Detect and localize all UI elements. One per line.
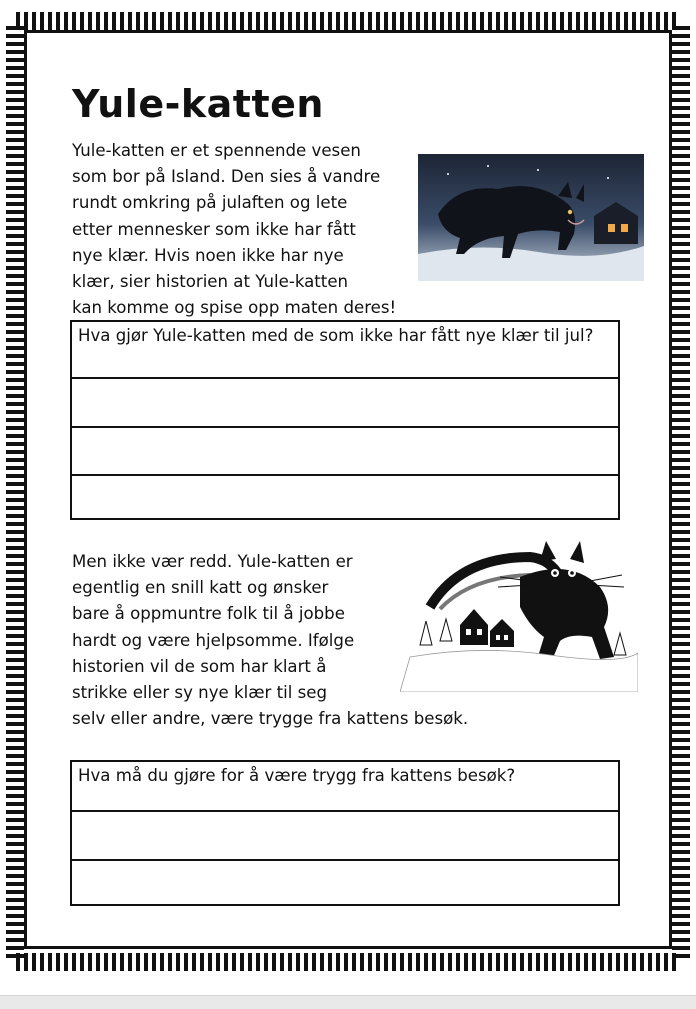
border-right-ticks: [672, 26, 690, 961]
intro-paragraph: Yule-katten er et spennende vesen som bor på Island. Den sies å vandre rundt omkring på julaften og lete etter mennesker som ikke har fått nye klær. Hvis noen ikke har nye klær, sier historien at Yule-katten kan komme og spise opp maten deres!: [72, 141, 397, 318]
question2-box: [70, 760, 620, 906]
question1-box: [70, 320, 620, 520]
viewer-bottom-bar: [0, 995, 696, 1009]
yule-cat-photo-icon: [418, 154, 644, 281]
worksheet-title: Yule-katten: [72, 82, 324, 126]
border-left-ticks: [6, 26, 24, 961]
border-inner-left: [24, 30, 27, 949]
question1-text: Hva gjør Yule-katten med de som ikke har fått nye klær til jul?: [78, 326, 594, 345]
answer-line[interactable]: [72, 859, 618, 904]
border-inner-bottom: [24, 946, 672, 949]
border-inner-right: [669, 30, 672, 949]
second-paragraph: Men ikke vær redd. Yule-katten er egentlig en snill katt og ønsker bare å oppmuntre folk til å jobbe hardt og være hjelpsomme. Ifølge historien vil de som har klart å strikke eller sy nye klær til seg selv eller andre, være trygge fra kattens besøk.: [72, 552, 469, 729]
answer-line[interactable]: [72, 810, 618, 859]
question2-text: Hva må du gjøre for å være trygg fra kattens besøk?: [78, 766, 516, 785]
yule-cat-photo: [418, 154, 644, 281]
cat-drawing-icon: [400, 537, 638, 692]
answer-line[interactable]: [72, 377, 618, 426]
border-bottom-ticks: [16, 953, 680, 971]
answer-line[interactable]: [72, 426, 618, 474]
cat-drawing: [400, 537, 638, 692]
answer-line[interactable]: [72, 474, 618, 518]
border-inner-top: [24, 30, 672, 33]
border-top-ticks: [16, 12, 680, 30]
